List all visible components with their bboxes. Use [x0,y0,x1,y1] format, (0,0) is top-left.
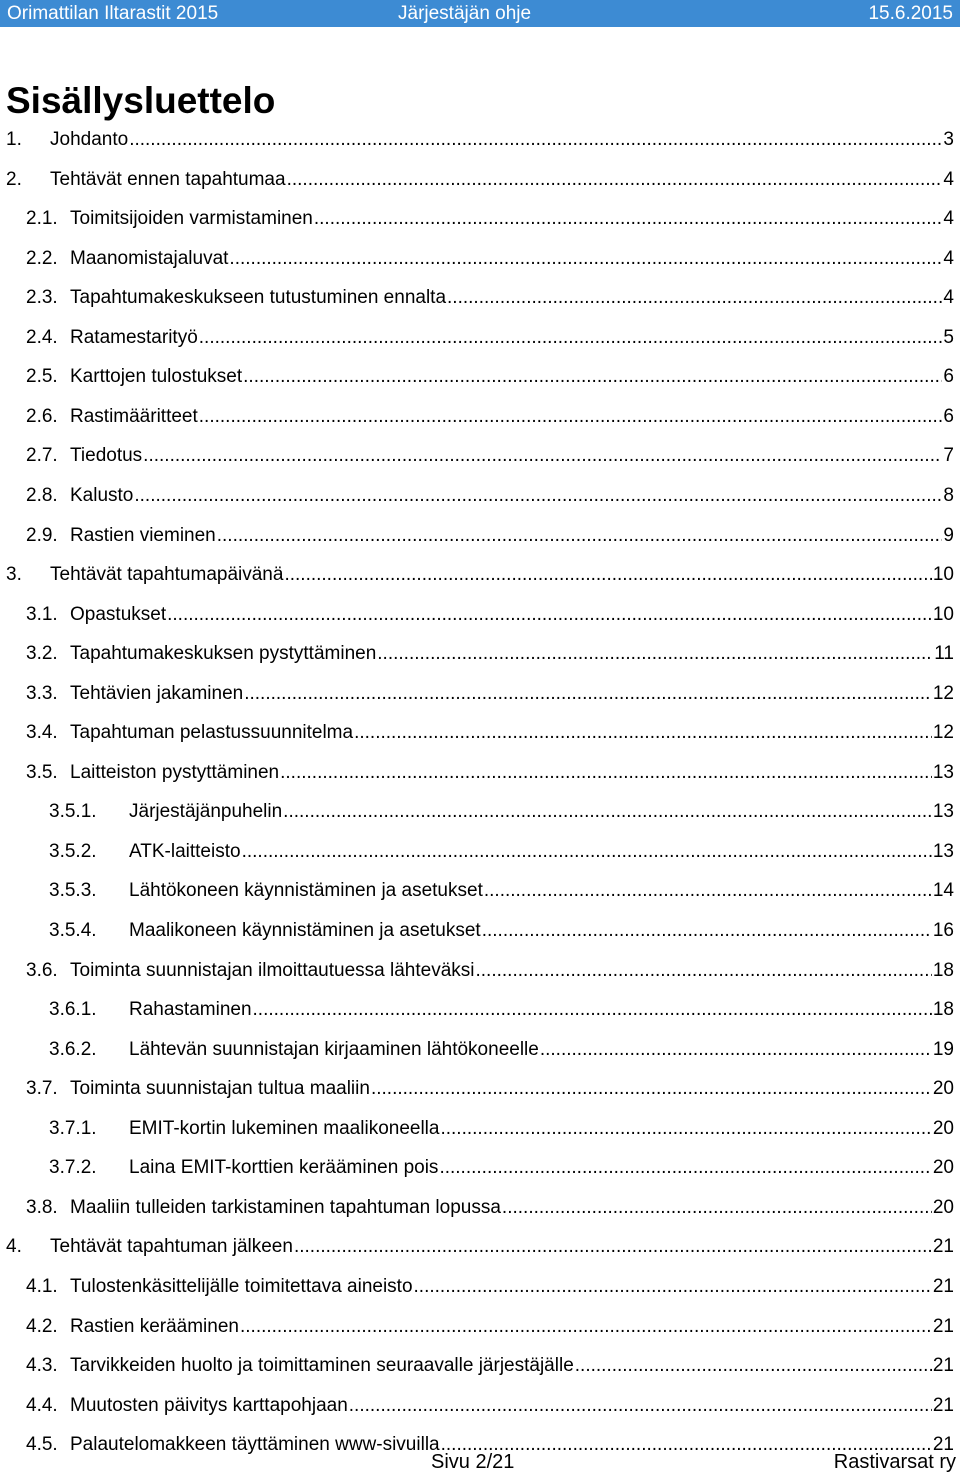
toc-entry-label: Tiedotus [70,445,143,467]
toc-entry-label: Järjestäjänpuhelin [129,801,283,823]
toc-leader-dots [280,762,932,784]
toc-entry[interactable] [26,206,954,230]
toc-entry-page: 19 [932,1038,954,1060]
toc-entry-number: 4.1. [26,1275,58,1297]
toc-entry[interactable] [6,562,954,586]
toc-entry-label: Johdanto [50,129,129,150]
toc-entry[interactable] [26,760,954,784]
toc-entry[interactable] [26,523,954,547]
toc-leader-dots [242,841,932,863]
toc-entry-page: 20 [932,1196,954,1218]
toc-entry-number: 3.5.1. [49,801,97,823]
toc-entry[interactable] [26,1195,954,1219]
page-header [0,0,960,27]
toc-entry-label: Palautelomakkeen täyttäminen www-sivuilla [70,1434,440,1456]
toc-leader-dots [253,999,932,1021]
toc-entry-number: 3.6. [26,959,58,981]
toc-entry[interactable] [26,720,954,744]
toc-entry-label: Maalikoneen käynnistäminen ja asetukset [129,920,481,941]
toc-entry-label: Tapahtuman pelastussuunnitelma [70,722,354,744]
toc-leader-dots [440,1118,931,1140]
toc-entry[interactable] [26,1076,954,1100]
page-footer [0,1451,960,1477]
toc-leader-dots [414,1276,932,1298]
toc-entry[interactable] [26,285,954,309]
toc-entry-number: 3.7. [26,1078,58,1100]
toc-entry-number: 4. [6,1236,22,1258]
toc-leader-dots [484,880,932,902]
toc-entry-label: Kalusto [70,484,134,506]
toc-entry-page: 11 [934,643,954,665]
toc-entry-page: 18 [932,999,954,1021]
toc-entry-number: 3.5.4. [49,920,97,941]
toc-entry[interactable] [26,325,954,349]
toc-leader-dots [167,604,932,626]
toc-entry-page: 14 [932,880,954,902]
toc-leader-dots [354,722,932,744]
toc-leader-dots [284,564,931,586]
toc-leader-dots [217,525,943,547]
toc-entry[interactable] [49,1037,954,1061]
toc-entry-number: 2.6. [26,405,58,427]
toc-entry[interactable] [49,918,954,942]
toc-entry[interactable] [26,681,954,705]
toc-entry[interactable] [26,246,954,270]
toc-entry[interactable] [49,1116,954,1140]
toc-leader-dots [229,248,942,270]
toc-entry[interactable] [26,1314,954,1338]
toc-entry-page: 21 [932,1394,954,1416]
footer-organization: Rastivarsat ry [833,1451,956,1473]
toc-entry-page: 21 [932,1315,954,1337]
toc-leader-dots [240,1316,932,1338]
toc-entry-page: 4 [943,287,954,309]
toc-entry-number: 3.7.2. [49,1157,97,1179]
toc-entry-number: 3.7.1. [49,1117,97,1139]
toc-entry-page: 4 [943,247,954,269]
toc-entry-page: 4 [943,208,954,230]
toc-entry[interactable] [26,1393,954,1417]
toc-entry-label: Muutosten päivitys karttapohjaan [70,1394,348,1416]
header-event-name: Orimattilan Iltarastit 2015 [7,3,219,24]
toc-entry-number: 4.4. [26,1394,58,1416]
toc-entry-label: Tehtävät ennen tapahtumaa [50,168,286,190]
toc-entry-page: 8 [943,484,954,506]
toc-entry-page: 12 [932,722,954,744]
page-title: Sisällysluettelo [6,80,276,121]
toc-entry-number: 2.8. [26,484,58,506]
toc-entry[interactable] [26,483,954,507]
toc-entry[interactable] [49,799,954,823]
toc-entry[interactable] [6,167,954,191]
toc-leader-dots [199,327,943,349]
toc-entry-number: 3.6.2. [49,1038,97,1060]
toc-entry-number: 3.5. [26,761,58,783]
toc-entry-label: Rastimääritteet [70,405,198,427]
toc-entry-number: 2.7. [26,445,58,467]
toc-entry-page: 10 [932,603,954,625]
toc-entry-page: 4 [943,168,954,190]
toc-entry-label: ATK-laitteisto [129,840,241,862]
toc-entry[interactable] [26,602,954,626]
toc-leader-dots [447,287,942,309]
toc-entry-page: 18 [932,959,954,981]
toc-leader-dots [314,208,943,230]
toc-entry-label: Tehtävien jakaminen [70,682,244,704]
toc-entry-number: 2.4. [26,326,58,348]
toc-leader-dots [371,1078,932,1100]
toc-entry-number: 3.1. [26,603,58,625]
toc-leader-dots [349,1395,932,1417]
toc-entry-number: 4.5. [26,1434,58,1456]
toc-entry[interactable] [49,878,954,902]
toc-entry[interactable] [6,1234,954,1258]
toc-entry-page: 13 [932,840,954,862]
toc-entry[interactable] [49,997,954,1021]
toc-entry-label: EMIT-kortin lukeminen maalikoneella [129,1117,440,1139]
toc-entry-label: Tehtävät tapahtuman jälkeen [50,1236,293,1258]
toc-entry[interactable] [26,443,954,467]
toc-leader-dots [482,920,932,942]
toc-entry[interactable] [26,641,954,665]
toc-leader-dots [575,1355,932,1377]
toc-leader-dots [283,801,932,823]
toc-entry-label: Laitteiston pystyttäminen [70,761,280,783]
toc-entry-label: Karttojen tulostukset [70,366,243,388]
toc-entry-page: 20 [932,1078,954,1100]
toc-entry-number: 3. [6,564,22,586]
toc-entry[interactable] [49,839,954,863]
toc-leader-dots [134,485,942,507]
toc-entry-number: 1. [6,129,22,150]
toc-entry-number: 4.3. [26,1355,58,1377]
toc-entry-page: 13 [932,801,954,823]
toc-entry-page: 5 [943,326,954,348]
toc-leader-dots [129,129,942,151]
toc-entry-label: Tarvikkeiden huolto ja toimittaminen seuraavalle järjestäjälle [70,1355,574,1377]
toc-entry-page: 6 [943,366,954,388]
toc-entry-number: 2.5. [26,366,58,388]
toc-entry-number: 2.2. [26,247,58,269]
toc-leader-dots [243,366,942,388]
toc-entry[interactable] [26,1353,954,1377]
toc-entry-number: 3.4. [26,722,58,744]
toc-entry-label: Rahastaminen [129,999,252,1021]
toc-entry-label: Toiminta suunnistajan ilmoittautuessa lähteväksi [70,959,475,981]
toc-entry-label: Tapahtumakeskuksen pystyttäminen [70,643,377,665]
header-date: 15.6.2015 [868,3,953,24]
toc-entry-page: 10 [932,564,954,586]
toc-entry-page: 3 [943,129,954,150]
toc-entry-label: Tapahtumakeskukseen tutustuminen ennalta [70,287,447,309]
toc-entry-label: Opastukset [70,603,167,625]
toc-entry[interactable] [49,1155,954,1179]
toc-entry-label: Lähtevän suunnistajan kirjaaminen lähtökoneelle [129,1038,539,1060]
toc-entry[interactable] [26,404,954,428]
toc-entry-label: Maanomistajaluvat [70,247,229,269]
toc-leader-dots [502,1197,932,1219]
toc-leader-dots [199,406,943,428]
toc-entry-number: 3.3. [26,682,58,704]
toc-entry-page: 21 [932,1236,954,1258]
header-document-title: Järjestäjän ohje [398,3,532,24]
toc-entry-label: Rastien kerääminen [70,1315,239,1337]
toc-entry-page: 6 [943,405,954,427]
toc-entry-number: 3.5.2. [49,840,97,862]
toc-entry-number: 3.8. [26,1196,58,1218]
toc-leader-dots [540,1039,932,1061]
toc-entry[interactable] [26,1274,954,1298]
toc-entry-page: 9 [943,524,954,546]
toc-entry[interactable] [6,127,954,151]
toc-entry-number: 4.2. [26,1315,58,1337]
toc-leader-dots [377,643,933,665]
toc-entry-label: Maaliin tulleiden tarkistaminen tapahtuman lopussa [70,1196,501,1218]
toc-entry-label: Toiminta suunnistajan tultua maaliin [70,1078,370,1100]
toc-leader-dots [439,1157,931,1179]
toc-entry-label: Tulostenkäsittelijälle toimitettava aineisto [70,1275,413,1297]
toc-entry-page: 20 [932,1117,954,1139]
toc-entry-page: 21 [932,1275,954,1297]
toc-leader-dots [476,960,932,982]
toc-entry-number: 2.1. [26,208,58,230]
toc-entry-page: 12 [932,682,954,704]
toc-entry-label: Lähtökoneen käynnistäminen ja asetukset [129,880,483,902]
toc-entry-page: 13 [932,761,954,783]
toc-entry[interactable] [26,958,954,982]
toc-entry-number: 2.9. [26,524,58,546]
toc-entry-number: 2.3. [26,287,58,309]
footer-page-number: Sivu 2/21 [431,1451,515,1473]
toc-entry-page: 7 [943,445,954,467]
toc-entry-label: Tehtävät tapahtumapäivänä [50,564,284,586]
toc-entry-page: 20 [932,1157,954,1179]
toc-entry-number: 2. [6,168,22,190]
toc-leader-dots [143,445,942,467]
toc-entry-label: Laina EMIT-korttien kerääminen pois [129,1157,439,1179]
toc-entry-number: 3.5.3. [49,880,97,902]
toc-entry-number: 3.6.1. [49,999,97,1021]
toc-leader-dots [287,169,943,191]
toc-leader-dots [244,683,932,705]
toc-entry-page: 21 [932,1434,954,1456]
toc-entry-label: Toimitsijoiden varmistaminen [70,208,313,230]
toc-entry-label: Rastien vieminen [70,524,216,546]
toc-entry[interactable] [26,364,954,388]
toc-entry-label: Ratamestarityö [70,326,198,348]
toc-leader-dots [294,1236,932,1258]
toc-entry-page: 21 [932,1355,954,1377]
toc-entry-page: 16 [932,920,954,941]
toc-entry-number: 3.2. [26,643,58,665]
